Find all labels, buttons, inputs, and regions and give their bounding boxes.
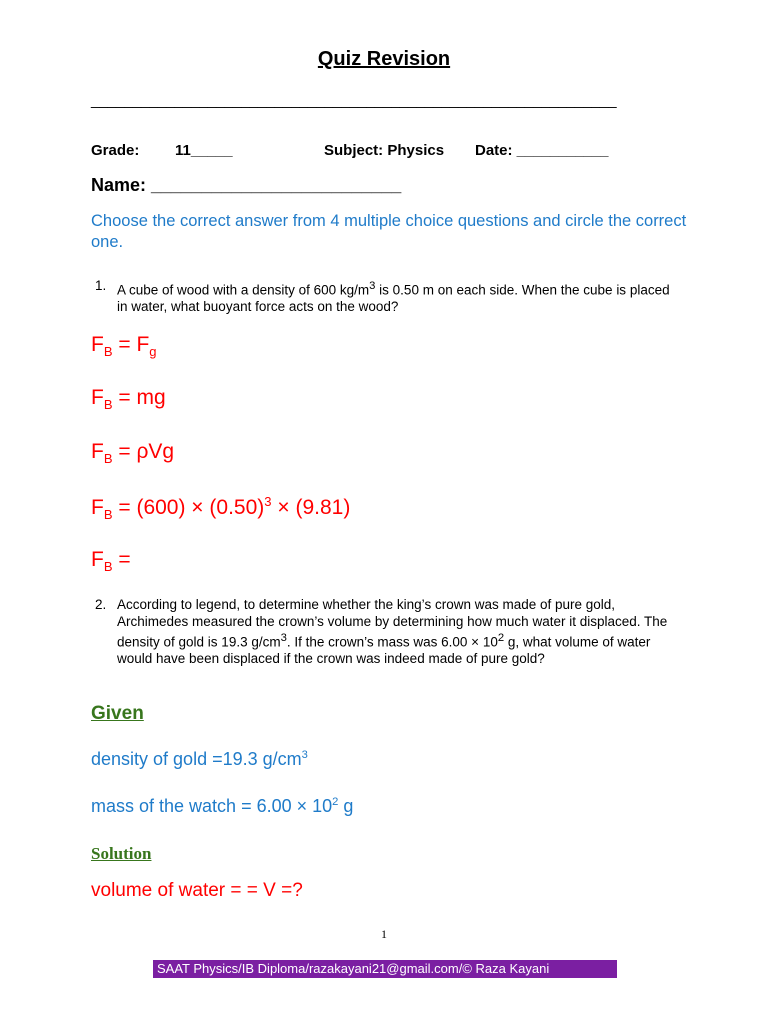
document-title: Quiz Revision: [317, 48, 451, 70]
subject-field: Subject: Physics: [324, 142, 445, 159]
question-2-text: According to legend, to determine whether the king’s crown was made of pure gold, Archimedes measured the crown’s volume by determining how much water it displaced. The density of gold is 19.3 $g/cm^3$. If the crown’s mass was $6.00 \times 10^2$ g, what volume of water would have been displaced if the crown was indeed made of pure gold?: [117, 597, 668, 666]
given-density: density of gold =19.3 $g/cm^3$: [91, 749, 308, 769]
page-number: 1: [381, 927, 387, 941]
solution-line-1: volume of water = = V =?: [91, 880, 303, 901]
q1-step-5: $F_B$ =: [91, 548, 131, 575]
grade-label: Grade:: [91, 142, 140, 159]
grade-value: 11_____: [175, 142, 233, 159]
footer-banner: SAAT Physics/IB Diploma/razakayani21@gmail.com/© Raza Kayani: [153, 960, 617, 978]
question-1-number: 1.: [95, 278, 107, 293]
given-mass: mass of the watch = $6.00 \times 10^2$ g: [91, 796, 354, 816]
question-2-number: 2.: [95, 597, 107, 612]
q1-step-3: $F_B = \rho Vg$: [91, 440, 175, 467]
q1-step-2: $F_B$ = mg: [91, 386, 166, 413]
name-field: Name: _________________________: [91, 175, 402, 195]
given-heading: Given: [91, 703, 144, 724]
q1-step-4: $F_B = (600) \times (0.50)^3 \times (9.81)$: [91, 494, 351, 523]
title-rule: _______________________________________________________________: [91, 92, 617, 109]
date-field: Date: ___________: [475, 142, 609, 159]
question-1-text: A cube of wood with a density of 600 $kg/m^3$ is 0.50 m on each side. When the cube is placed in water, what buoyant force acts on the wood?: [117, 280, 670, 314]
instructions: Choose the correct answer from 4 multiple choice questions and circle the correct one.: [91, 212, 687, 251]
q1-step-1: $F_B = F_g$: [91, 333, 157, 360]
solution-heading: Solution: [91, 844, 152, 863]
question-1: [91, 278, 681, 316]
question-2: [91, 597, 681, 668]
